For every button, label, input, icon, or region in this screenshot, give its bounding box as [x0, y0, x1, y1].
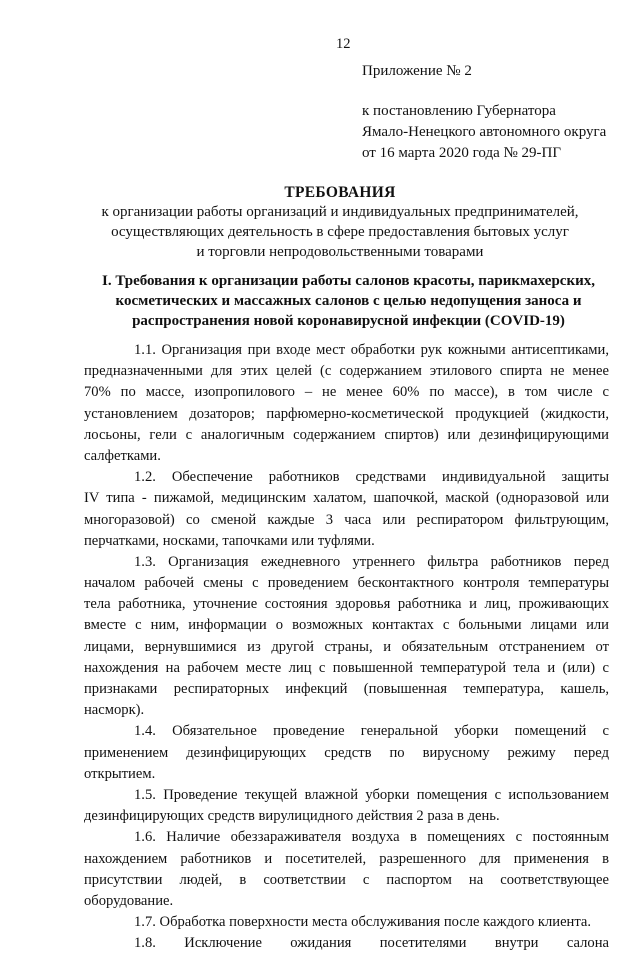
paragraph-line: 1.7. Обработка поверхности места обслуживания после каждого клиента.: [134, 914, 592, 931]
paragraph-line: насморк).: [84, 702, 145, 719]
paragraph-line: лосьоны, гели с аналогичным содержанием спиртов) или дезинфицирующими: [84, 426, 609, 443]
subtitle-line: осуществляющих деятельность в сфере предоставления бытовых услуг: [111, 224, 569, 240]
document-body: [84, 340, 609, 954]
paragraph-line: 1.3. Организация ежедневного утреннего фильтра работников перед: [134, 553, 609, 570]
paragraph-line: салфетками.: [84, 447, 161, 464]
document-title: ТРЕБОВАНИЯ: [284, 184, 396, 201]
paragraph-line: признаками респираторных инфекций (повышенная температура, кашель,: [84, 681, 609, 697]
paragraph-line: 1.1. Организация при входе мест обработки рук кожными антисептиками,: [134, 342, 609, 358]
paragraph-line: оборудование.: [84, 892, 174, 909]
paragraph-line: многоразовой) со сменой каждые 3 часа или респиратором фильтрующим,: [84, 511, 609, 528]
paragraph-line: установлением дозаторов; парфюмерно-косметической продукцией (жидкости,: [84, 405, 609, 422]
paragraph-line: 1.8. Исключение ожидания посетителями внутри салона: [134, 935, 609, 952]
paragraph-line: открытием.: [84, 765, 156, 782]
paragraph-line: IV типа - пижамой, медицинским халатом, шапочкой, маской (одноразовой или: [84, 490, 609, 507]
paragraph-line: 70% по массе, изопропилового – не менее 60% по массе), в том числе с: [84, 384, 609, 401]
paragraph-line: началом рабочей смены с проведением бесконтактного контроля температуры: [84, 575, 609, 592]
appendix-title: Приложение № 2: [362, 63, 472, 79]
paragraph-line: 1.2. Обеспечение работников средствами индивидуальной защиты: [134, 469, 609, 486]
subtitle-line: к организации работы организаций и индивидуальных предпринимателей,: [101, 204, 579, 220]
appendix-line: от 16 марта 2020 года № 29-ПГ: [362, 145, 562, 161]
page-number: 12: [336, 36, 351, 52]
appendix-line: к постановлению Губернатора: [362, 103, 556, 119]
paragraph-line: предназначенными для этих целей (с содержанием этилового спирта не менее: [84, 363, 609, 380]
appendix-block: [362, 61, 622, 164]
document-subtitle: [80, 202, 600, 262]
paragraph-line: присутствии людей, в соответствии с паспортом на соответствующее: [84, 871, 609, 888]
paragraph-line: 1.4. Обязательное проведение генеральной уборки помещений с: [134, 723, 609, 740]
section-heading-line: распространения новой коронавирусной инфекции (COVID-19): [132, 313, 565, 329]
paragraph-line: применением дезинфицирующих средств по вирусному режиму перед: [84, 744, 609, 761]
paragraph-line: 1.6. Наличие обеззараживателя воздуха в помещениях с постоянным: [134, 829, 609, 846]
paragraph-line: нахождения на рабочем месте лиц с повышенной температурой тела и (или) с: [84, 659, 609, 676]
appendix-line: Ямало-Ненецкого автономного округа: [362, 124, 607, 140]
paragraph-line: 1.5. Проведение текущей влажной уборки помещения с использованием: [134, 786, 609, 803]
paragraph-line: перчатками, носками, тапочками или туфлями.: [84, 532, 375, 549]
paragraph-line: вместе с ним, информации о возможных контактах с больными лицами или: [84, 617, 609, 634]
section-heading-line: косметических и массажных салонов с целью недопущения заноса и: [115, 293, 582, 309]
paragraph-line: лицами, вернувшимися из другой страны, и обязательным отстранением от: [84, 638, 609, 655]
paragraph-line: дезинфицирующих средств вирулицидного действия 2 раза в день.: [84, 808, 500, 825]
paragraph-line: тела работника, уточнение состояния здоровья работника и лиц, проживающих: [84, 596, 609, 613]
section-heading-line: I. Требования к организации работы салонов красоты, парикмахерских,: [101, 273, 595, 289]
paragraph-line: нахождением работников и посетителей, разрешенного для применения в: [84, 850, 609, 867]
subtitle-line: и торговли непродовольственными товарами: [196, 244, 484, 260]
section-heading: [96, 271, 601, 331]
